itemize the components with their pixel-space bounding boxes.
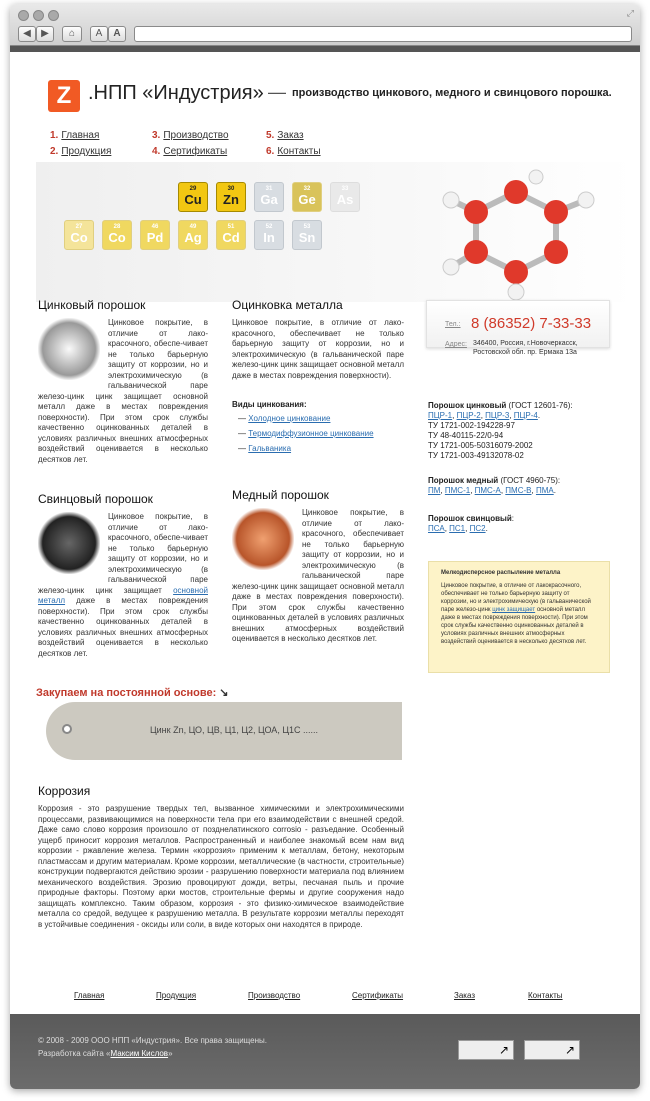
element-tile: 30 Zn [216,182,246,212]
note-link[interactable]: цинк защищает [492,607,536,613]
home-button[interactable]: ⌂ [62,26,82,42]
browser-window [10,4,640,1089]
element-tile: 28 Co [102,220,132,250]
footer-link-production[interactable]: Производство [248,991,301,1000]
tu-line: ТУ 1721-005-50316079-2002 [428,441,533,450]
cold-galvanizing-link[interactable]: Холодное цинкование [248,414,331,423]
product-link[interactable]: ПЦР-4 [513,411,538,420]
product-link[interactable]: ПЦР-1 [428,411,453,420]
arrow-icon: ↗ [498,1043,509,1057]
menu-link[interactable]: Продукция [61,146,112,157]
zinc-title: Цинковый порошок [38,298,146,312]
tu-line: ТУ 1721-003-49132078-02 [428,451,524,460]
tag-hole-icon [62,724,72,734]
lead-paragraph: Цинковое покрытие, в отличие от лако-красочного, обеспе-чивает не только барьерную защиту от коррозии, но и электрохимическую (в гальванической паре железо-цинк цинк защищает [38,512,208,595]
note-text: Цинковое покрытие, в отличие от лакокрасочного, обеспечивает не только барьерную защиту от коррозии, но и электрохимическую (в гальванической паре железо-цинк [441,583,591,613]
counter-badge-icon[interactable] [524,1040,580,1060]
minimize-window-button[interactable] [33,10,44,21]
buying-items: Цинк Zn, ЦО, ЦВ, Ц1, Ц2, ЦОА, Ц1С ...... [150,725,318,735]
galvanizing-types-title: Виды цинкования: [232,400,307,409]
spraying-note [428,561,610,673]
copper-text [232,508,404,645]
menu-link[interactable]: Сертификаты [163,146,228,157]
contact-card [426,300,610,356]
menu-item-contacts[interactable] [266,146,321,157]
site-tagline: производство цинкового, медного и свинцового порошка. [292,87,612,99]
site-title: .НПП «Индустрия» [88,82,264,104]
galvanizing-type-item[interactable]: — Гальваника [238,444,292,453]
menu-number: 4. [152,146,161,157]
product-link[interactable]: ПМ [428,486,441,495]
logo-icon[interactable]: Z [48,80,80,112]
product-link[interactable]: ПМА [535,486,554,495]
note-text-end: основной металл даже в местах повреждения поверхности). При этом срок службы качественно оцинкованных деталей в условиях различных внешних атмосферных воздействий оценивается в несколько десятков лет. [441,607,588,645]
counter-badge-icon[interactable] [458,1040,514,1060]
tu-line: ТУ 1721-002-194228-97 [428,421,515,430]
note-title: Мелкодисперсное распыление металла [441,570,561,576]
lead-powder-image [38,512,100,574]
page-content [10,52,640,1089]
arrow-icon: ↘ [219,687,229,699]
header-banner [36,162,636,302]
galvanizing-type-item[interactable]: — Холодное цинкование [238,414,331,423]
lead-text [38,512,208,659]
back-button[interactable]: ◀ [18,26,36,42]
dev-prefix: Разработка сайта « [38,1049,111,1058]
address-text: 346400, Россия, г.Новочеркасск, Ростовской обл. пр. Ермака 13а [473,340,578,356]
menu-link[interactable]: Заказ [277,130,304,141]
product-link[interactable]: ПС2 [469,524,486,533]
font-smaller-button[interactable]: A [90,26,108,42]
element-tile: 27 Co [64,220,94,250]
phone-label: Тел.: [445,321,461,328]
lead-paragraph-end: даже в местах повреждения поверхности). При этом срок службы качественно оцинкованных деталей в условиях различных внешних атмосферных воздействий оценивается в несколько десятков лет. [38,596,208,658]
menu-item-products[interactable] [50,146,111,157]
title-dash: — [268,82,286,102]
copper-products-title: Порошок медный [428,476,499,485]
phone-number[interactable]: 8 (86352) 7-33-33 [471,315,592,332]
galvanizing-title: Оцинковка металла [232,298,343,312]
menu-item-home[interactable] [50,130,99,141]
resize-icon: ⤢ [626,8,634,18]
corrosion-text: Коррозия - это разрушение твердых тел, вызванное химическими и электрохимическими процессами, развивающимися на поверхности тела при его взаимодействии с внешней средой. Даже само слово коррозия произошло от позднелатинского corrosio - разъедание. Особенный ущерб приносит коррозия металлов. Распространенный и наиболее знакомый всем нам вид коррозии - ржавление железа. Термин «коррозия» применим к металлам, бетону, некоторым пластмассам и другим материалам. Кроме коррозии, металлические (в частности, строительные) конструкции подвергаются действию эрозии - разрушению поверхности материала под влиянием механического воздействия. Эрозию провоцируют дожди, ветры, песчаная пыль и прочие природные факторы. Поэтому арки мостов, строительные фермы и другие сооружения надо защищать комплексно. Таким образом, коррозия - это физико-химическое взаимодействие металла со средой, ведущее к разрушению металла. В результате коррозии металлы переходят в устойчивые соединения - оксиды или соли, в виде которых они находятся в природе. [38,804,404,929]
footer-link-certificates[interactable]: Сертификаты [352,991,404,1000]
developer-credit [38,1049,173,1058]
zinc-products-title: Порошок цинковый [428,401,507,410]
electroplating-link[interactable]: Гальваника [248,444,292,453]
forward-button[interactable]: ▶ [36,26,54,42]
copyright: © 2008 - 2009 ООО НПП «Индустрия». Все права защищены. [38,1036,268,1045]
element-tile: 52 In [254,220,284,250]
element-tile: 53 Sn [292,220,322,250]
address-label: Адрес: [445,341,467,348]
close-window-button[interactable] [18,10,29,21]
menu-item-production[interactable] [152,130,229,141]
menu-number: 3. [152,130,161,141]
zinc-products: Порошок цинковый (ГОСТ 12601-76): ПЦР-1, ПЦР-2, ПЦР-3, ПЦР-4. ТУ 1721-002-194228-97 ТУ 48-40115-22/0-94 ТУ 1721-005-50316079-2002 ТУ 1721-003-49132078-02 [428,401,573,460]
galvanizing-text: Цинковое покрытие, в отличие от лако-красочного, обеспечивает не только барьерную защиту от коррозии, но и электрохимическую (в гальванической паре железо-цинк цинк защищает основной металл даже в местах повреждения поверхности). [232,318,404,380]
copper-gost: (ГОСТ 4960-75): [498,476,561,485]
product-link[interactable]: ПМС-1 [444,486,471,495]
element-tile: 31 Ga [254,182,284,212]
thermal-galvanizing-link[interactable]: Термодиффузионное цинкование [248,429,374,438]
menu-link[interactable]: Контакты [277,146,321,157]
copper-title: Медный порошок [232,488,329,502]
footer-link-order[interactable]: Заказ [454,991,475,1000]
footer-link-contacts[interactable]: Контакты [528,991,563,1000]
dev-suffix: » [168,1049,173,1058]
element-tile: 29 Cu [178,182,208,212]
molecule-icon [426,162,626,302]
zinc-paragraph: Цинковое покрытие, в отличие от лако-красочного, обеспе-чивает не только барьерную защиту от коррозии, но и электрохимическую (в гальванической паре железо-цинк цинк защищает основной металл даже в местах повреждения поверхности). При этом срок службы качественно оцинкованных деталей в условиях различных внешних атмосферных воздействий оценивается в несколько десятков лет. [38,318,208,464]
menu-link[interactable]: Производство [163,130,229,141]
footer-link-products[interactable]: Продукция [156,991,197,1000]
menu-number: 5. [266,130,275,141]
menu-number: 6. [266,146,275,157]
product-link[interactable]: ПЦР-3 [485,411,510,420]
element-tile: 32 Ge [292,182,322,212]
menu-link[interactable]: Главная [61,130,100,141]
product-link[interactable]: ПЦР-2 [456,411,481,420]
product-link[interactable]: ПМС-А [474,486,501,495]
address-bar[interactable] [134,26,632,42]
element-tile: 51 Cd [216,220,246,250]
footer [10,1014,640,1089]
product-link[interactable]: ПСА [428,524,445,533]
lead-title: Свинцовый порошок [38,492,153,506]
arrow-icon: ↗ [564,1043,575,1057]
element-tile: 49 Ag [178,220,208,250]
zoom-window-button[interactable] [48,10,59,21]
menu-item-order[interactable] [266,130,304,141]
browser-toolbar [10,4,640,46]
product-link[interactable]: ПС1 [449,524,466,533]
font-larger-button[interactable]: A [108,26,126,42]
menu-number: 1. [50,130,59,141]
zinc-gost: (ГОСТ 12601-76): [506,401,573,410]
copper-paragraph: Цинковое покрытие, в отличие от лако-красочного, обеспечивает не только барьерную защиту от коррозии, но и электрохимическую (в гальванической паре железо-цинк цинк защищает основной металл даже в местах повреждения поверхности). При этом срок службы качественно оцинкованных деталей в условиях различных внешних атмосферных воздействий оценивается в несколько десятков лет. [232,508,404,643]
buying-title-text: Закупаем на постоянной основе: [36,687,217,699]
copper-powder-image [232,508,294,570]
buying-tag [46,702,402,760]
element-tile: 33 As [330,182,360,212]
lead-products: Порошок свинцовый: ПСА, ПС1, ПС2. [428,514,515,533]
galvanizing-type-item[interactable]: — Термодиффузионное цинкование [238,429,374,438]
zinc-text [38,318,208,465]
corrosion-title: Коррозия [38,784,91,798]
developer-link[interactable]: Максим Кислов [110,1049,169,1058]
zinc-powder-image [38,318,100,380]
footer-link-home[interactable]: Главная [74,991,105,1000]
element-tile: 46 Pd [140,220,170,250]
menu-item-certificates[interactable] [152,146,227,157]
product-link[interactable]: ПМС-В [505,486,532,495]
menu-number: 2. [50,146,59,157]
base-metal-link[interactable]: основной металл [38,585,208,605]
lead-products-title: Порошок свинцовый [428,514,512,523]
tu-line: ТУ 48-40115-22/0-94 [428,431,504,440]
buying-title [36,686,229,699]
copper-products: Порошок медный (ГОСТ 4960-75): ПМ, ПМС-1, ПМС-А, ПМС-В, ПМА. [428,476,561,495]
